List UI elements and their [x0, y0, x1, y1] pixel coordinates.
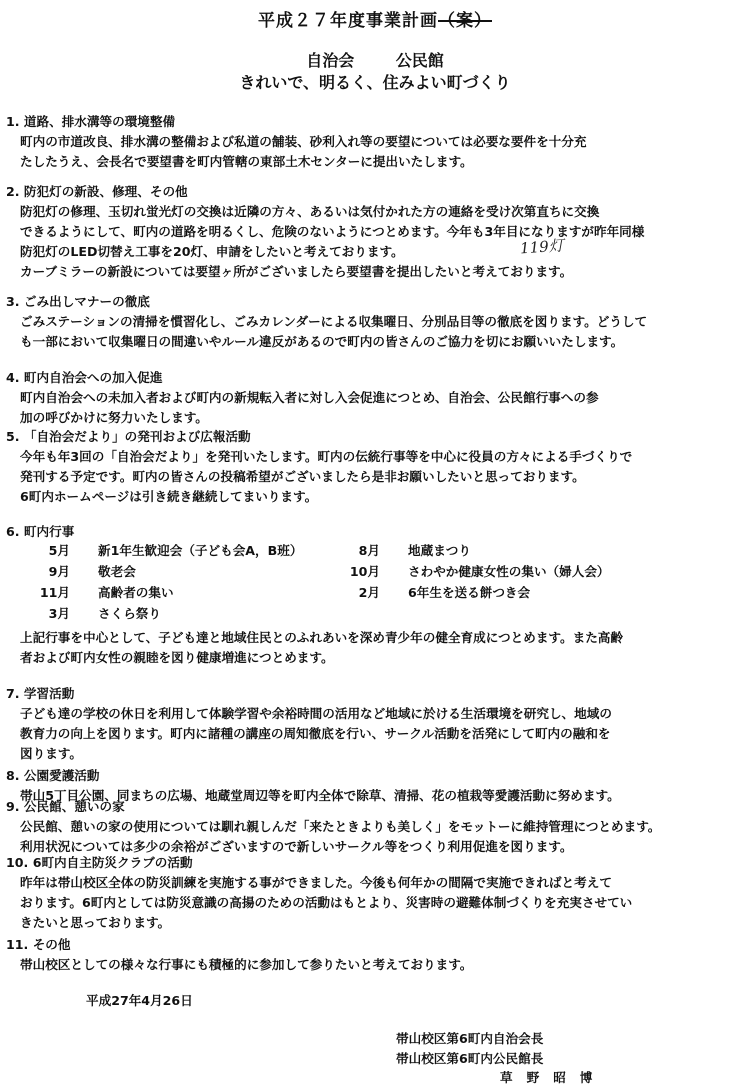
- section-body: [6, 388, 746, 428]
- body-line: 町内の市道改良、排水溝の整備および私道の舗装、砂利入れ等の要望については必要な要件を十分充: [20, 134, 587, 149]
- body-line: 町内自治会への未加入者および町内の新規転入者に対し入会促進につとめ、自治会、公民館行事への参: [20, 390, 599, 405]
- org-jichikai: 自治会: [306, 51, 355, 70]
- body-line: ごみステーションの清掃を慣習化し、ごみカレンダーによる収集曜日、分別品目等の徹底を図ります。どうして: [20, 314, 648, 329]
- body-line: きたいと思っております。: [20, 915, 171, 930]
- section-7: [6, 628, 746, 668]
- body-line: 教育力の向上を図ります。町内に諸種の講座の周知徹底を行い、サークル活動を活発にして町内の融和を: [20, 726, 611, 741]
- section-body: [6, 312, 746, 352]
- event-month: 5月: [48, 543, 70, 558]
- section-3: [6, 292, 746, 352]
- org-kominkan: 公民館: [395, 51, 444, 70]
- body-line: 発刊する予定です。町内の皆さんの投稿希望がございましたら是非お願いしたいと思っております。: [20, 469, 585, 484]
- section-heading: 8. 公園愛護活動: [6, 768, 100, 783]
- handwritten-note: 119灯: [519, 236, 565, 258]
- event-name: 敬老会: [98, 564, 136, 579]
- document-title: [0, 6, 750, 31]
- slogan: きれいで、明るく、住みよい町づくり: [239, 73, 511, 92]
- event-item: [20, 540, 302, 559]
- body-line: も一部において収集曜日の間違いやルール違反があるので町内の皆さんのご協力を切にお願いいたします。: [20, 334, 624, 349]
- section-5: [6, 427, 746, 507]
- event-item: [330, 582, 530, 601]
- title-draft-struck: （案）: [438, 11, 492, 31]
- body-line: 図ります。: [20, 746, 82, 761]
- event-item: [330, 561, 610, 580]
- section-heading: 1. 道路、排水溝等の環境整備: [6, 114, 176, 129]
- event-month: 3月: [48, 606, 70, 621]
- body-line: 防犯灯のLED切替え工事を20灯、申請をしたいと考えております。: [20, 244, 404, 259]
- event-name: 高齢者の集い: [98, 585, 174, 600]
- body-line: 者および町内女性の親睦を図り健康増進につとめます。: [20, 650, 334, 665]
- body-line: 加の呼びかけに努力いたします。: [20, 410, 208, 425]
- section-body: [6, 817, 746, 857]
- body-line: できるようにして、町内の道路を明るくし、危険のないようにつとめます。今年も3年目になりますが昨年同様: [20, 224, 645, 239]
- section-heading: 7. 学習活動: [6, 686, 75, 701]
- section-body: [6, 704, 746, 764]
- section-8: [6, 684, 746, 764]
- body-line: 防犯灯の修理、玉切れ蛍光灯の交換は近隣の方々、あるいは気付かれた方の連絡を受け次第直ちに交換: [20, 204, 600, 219]
- event-month: 9月: [48, 564, 70, 579]
- event-name: 地蔵まつり: [408, 543, 471, 558]
- section-body: [6, 447, 746, 507]
- body-line: たしたうえ、会長名で要望書を町内管轄の東部土木センターに提出いたします。: [20, 154, 473, 169]
- body-line: 帯山校区としての様々な行事にも積極的に参加して参りたいと考えております。: [20, 957, 473, 972]
- body-line: 今年も年3回の「自治会だより」を発刊いたします。町内の伝統行事等を中心に役員の方々による手づくりで: [20, 449, 633, 464]
- section-body: [6, 873, 746, 933]
- body-line: 6町内ホームページは引き続き継続してまいります。: [20, 489, 318, 504]
- section-heading: 6. 町内行事: [6, 524, 75, 539]
- section-6: [6, 522, 746, 542]
- event-month: 10月: [349, 564, 380, 579]
- event-month: 2月: [358, 585, 380, 600]
- document-date: 平成27年4月26日: [86, 993, 193, 1008]
- section-heading: 5. 「自治会だより」の発刊および広報活動: [6, 429, 251, 444]
- organizations: [0, 48, 750, 71]
- body-line: 昨年は帯山校区全体の防災訓練を実施する事ができました。今後も何年かの間隔で実施できればと考えて: [20, 875, 612, 890]
- section-4: [6, 368, 746, 428]
- signature-jichikai: 帯山校区第6町内自治会長: [396, 1031, 544, 1046]
- section-10: [6, 797, 746, 857]
- body-line: おります。6町内としては防災意識の高揚のための活動はもとより、災害時の避難体制づくりを充実させてい: [20, 895, 633, 910]
- body-line: カーブミラーの新設については要望ヶ所がございましたら要望書を提出したいと考えております。: [20, 264, 573, 279]
- section-heading: 11. その他: [6, 937, 71, 952]
- signature-name: 草野昭博: [500, 1070, 607, 1085]
- body-line: 帯山5丁目公園、同まちの広場、地蔵堂周辺等を町内全体で除草、清掃、花の植栽等愛護活動に努めます。: [20, 788, 620, 803]
- section-2: [6, 182, 746, 282]
- body-line: 公民館、憩いの家の使用については馴れ親しんだ「来たときよりも美しく」をモットーに維持管理につとめます。: [20, 819, 661, 834]
- event-month: 11月: [39, 585, 70, 600]
- event-item: [20, 561, 136, 580]
- event-name: さわやか健康女性の集い（婦人会）: [408, 564, 610, 579]
- event-name: さくら祭り: [98, 606, 161, 621]
- body-line: 利用状況については多少の余裕がございますので新しいサークル等をつくり利用促進を図ります。: [20, 839, 573, 854]
- section-heading: 10. 6町内自主防災クラブの活動: [6, 855, 193, 870]
- signature-kominkan: 帯山校区第6町内公民館長: [396, 1051, 544, 1066]
- section-12: [6, 935, 746, 975]
- section-heading: 2. 防犯灯の新設、修理、その他: [6, 184, 188, 199]
- section-body: [6, 132, 746, 172]
- event-item: [330, 540, 471, 559]
- section-heading: 9. 公民館、憩いの家: [6, 799, 125, 814]
- title-main: 平成２７年度事業計画: [258, 11, 438, 31]
- section-body: [6, 955, 746, 975]
- body-line: 子ども達の学校の休日を利用して体験学習や余裕時間の活用など地域に於ける生活環境を研究し、地域の: [20, 706, 612, 721]
- section-heading: 4. 町内自治会への加入促進: [6, 370, 163, 385]
- event-name: 6年生を送る餅つき会: [408, 585, 531, 600]
- section-heading: 3. ごみ出しマナーの徹底: [6, 294, 150, 309]
- section-1: [6, 112, 746, 172]
- event-item: [20, 582, 174, 601]
- section-11: [6, 853, 746, 933]
- body-line: 上記行事を中心として、子ども達と地域住民とのふれあいを深め青少年の健全育成につとめます。また高齢: [20, 630, 623, 645]
- section-body: [6, 202, 746, 282]
- section-body: [6, 628, 746, 668]
- event-name: 新1年生歓迎会（子ども会A，B班）: [98, 543, 303, 558]
- event-month: 8月: [358, 543, 380, 558]
- event-item: [20, 603, 161, 622]
